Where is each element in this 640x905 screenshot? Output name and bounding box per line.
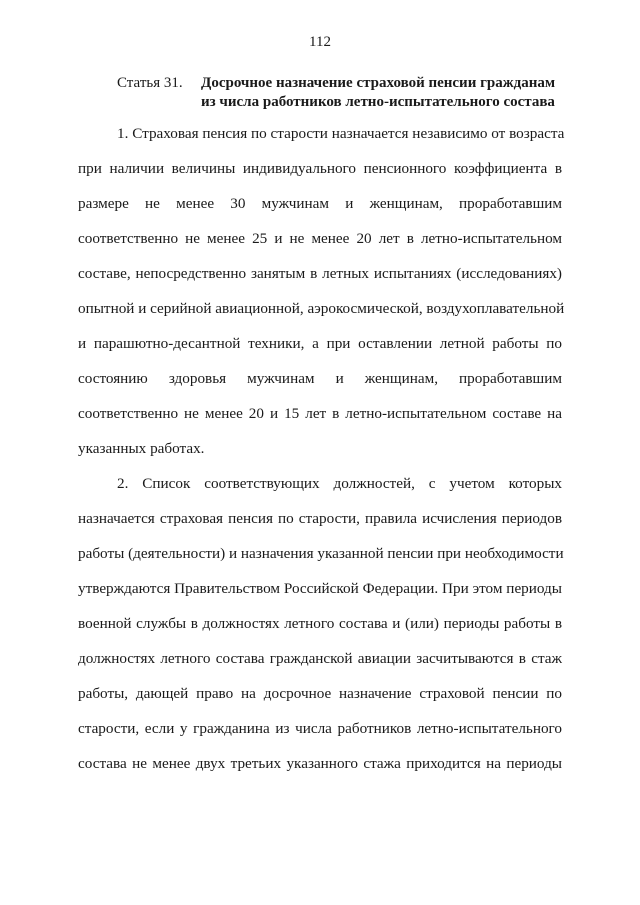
paragraph-2-line: старости, если у гражданина из числа работников летно-испытательного — [78, 720, 562, 737]
paragraph-2-line: работы (деятельности) и назначения указанной пенсии при необходимости — [78, 545, 564, 562]
paragraph-1-line: соответственно не менее 20 и 15 лет в летно-испытательном составе на — [78, 405, 562, 422]
paragraph-1-line: соответственно не менее 25 и не менее 20 лет в летно-испытательном — [78, 230, 562, 247]
paragraph-1-line: состоянию здоровья мужчинам и женщинам, проработавшим — [78, 370, 562, 387]
page-number: 112 — [309, 34, 331, 50]
paragraph-2-line: утверждаются Правительством Российской Федерации. При этом периоды — [78, 580, 562, 597]
paragraph-2-line: состава не менее двух третьих указанного стажа приходится на периоды — [78, 755, 562, 772]
paragraph-2-line: назначается страховая пенсия по старости, правила исчисления периодов — [78, 510, 562, 527]
paragraph-2-line: должностях летного состава гражданской авиации засчитываются в стаж — [78, 650, 562, 667]
paragraph-2-line: 2. Список соответствующих должностей, с учетом которых — [117, 475, 562, 492]
paragraph-1-line: 1. Страховая пенсия по старости назначается независимо от возраста — [117, 125, 565, 142]
paragraph-2-line: военной службы в должностях летного состава и (или) периоды работы в — [78, 615, 562, 632]
article-title-line: из числа работников летно-испытательного состава — [201, 94, 555, 110]
paragraph-2-line: работы, дающей право на досрочное назначение страховой пенсии по — [78, 685, 562, 702]
paragraph-1-line: указанных работах. — [78, 440, 205, 457]
article-title — [201, 74, 567, 112]
article-label: Статья 31. — [117, 75, 183, 91]
article-title-line: Досрочное назначение страховой пенсии гражданам — [201, 75, 556, 91]
paragraph-1-line: составе, непосредственно занятым в летных испытаниях (исследованиях) — [78, 265, 562, 282]
paragraph-1-line: при наличии величины индивидуального пенсионного коэффициента в — [78, 160, 562, 177]
paragraph-1-line: и парашютно-десантной техники, а при оставлении летной работы по — [78, 335, 562, 352]
paragraph-1-line: опытной и серийной авиационной, аэрокосмической, воздухоплавательной — [78, 300, 565, 317]
paragraph-1-line: размере не менее 30 мужчинам и женщинам, проработавшим — [78, 195, 562, 212]
